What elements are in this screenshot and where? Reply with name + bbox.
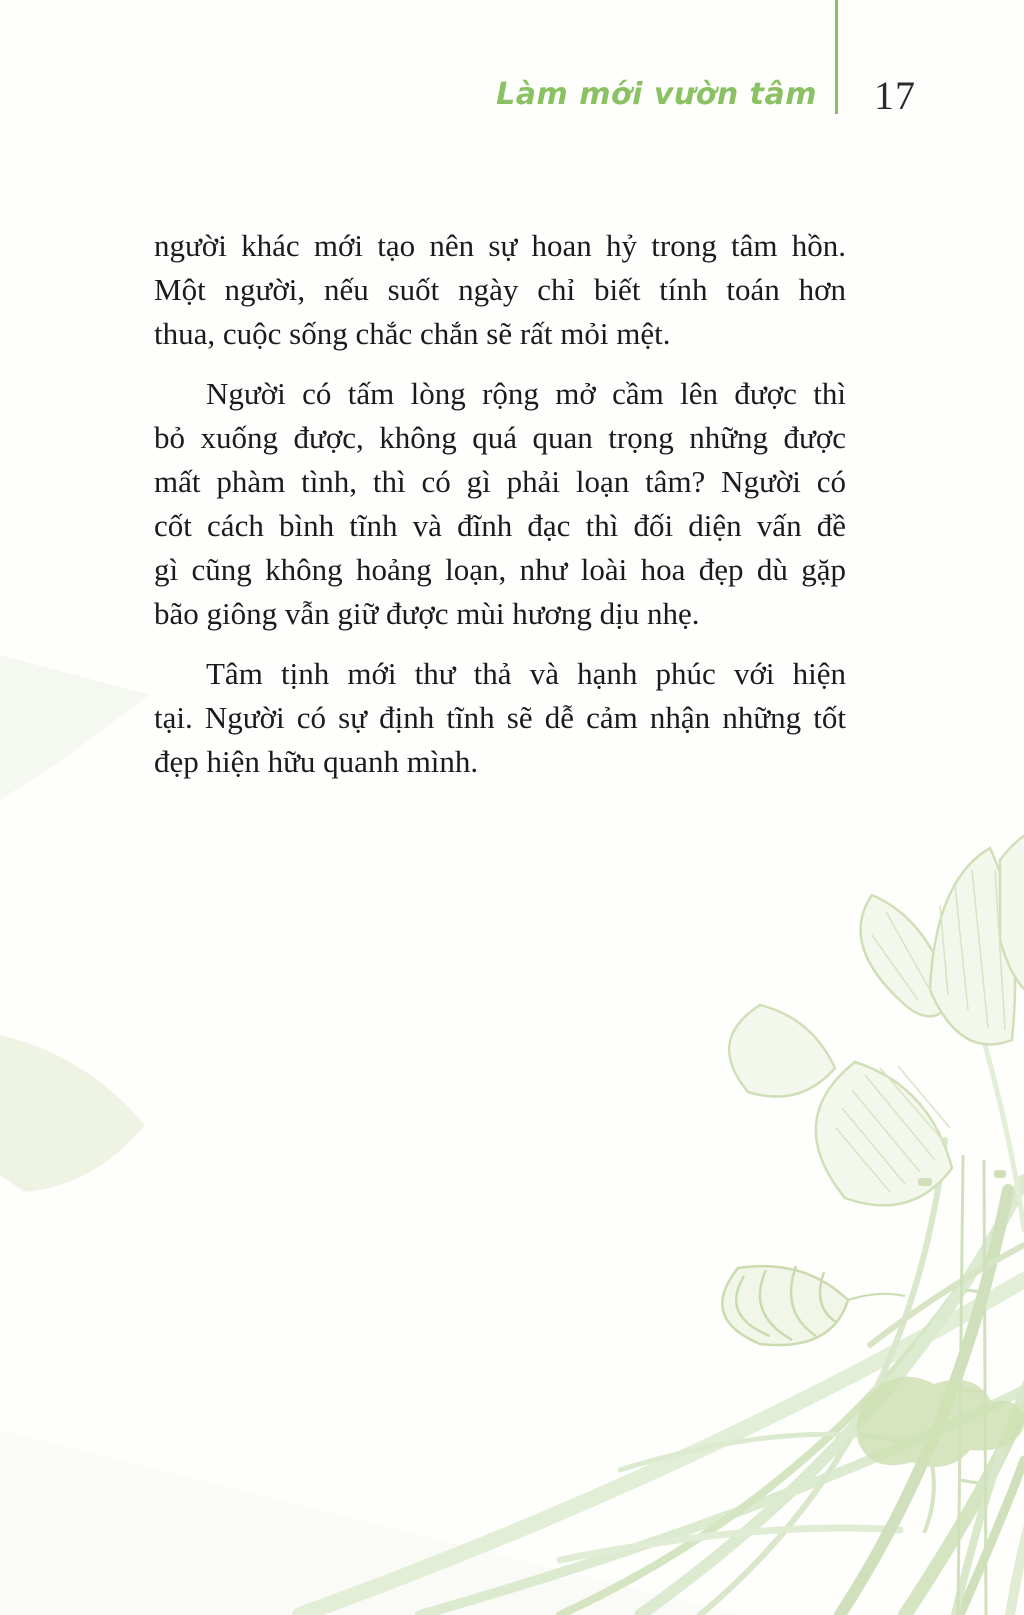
text-line: người khác mới tạo nên sự hoan hỷ trong tâm hồn. [154,228,846,263]
text-line: mất phàm tình, thì có gì phải loạn tâm? Người có [154,464,846,499]
text-line: bão giông vẫn giữ được mùi hương dịu nhẹ. [154,596,700,631]
page-number: 17 [874,73,916,118]
butterfly-blob-icon [857,1377,1024,1533]
page-header [0,0,1024,125]
lotus-flower-sketch-icon [729,828,1024,1615]
grass-blades-icon [300,960,1024,1615]
text-line: đẹp hiện hữu quanh mình. [154,744,479,779]
text-line: gì cũng không hoảng loạn, như loài hoa đẹp dù gặp [154,552,846,587]
text-line: cốt cách bình tĩnh và đĩnh đạc thì đối diện vấn đề [154,508,846,543]
header-divider-rule [835,0,838,114]
body-text [154,224,846,800]
text-line: bỏ xuống được, không quá quan trọng những được [154,420,846,455]
text-line: Tâm tịnh mới thư thả và hạnh phúc với hiện [206,656,846,691]
paragraph [154,224,846,356]
text-line: tại. Người có sự định tĩnh sẽ dễ cảm nhận những tốt [154,700,846,735]
text-line: thua, cuộc sống chắc chắn sẽ rất mỏi mệt. [154,316,671,351]
text-line: Một người, nếu suốt ngày chỉ biết tính toán hơn [154,272,846,307]
running-header-title: Làm mới vườn tâm [496,77,817,112]
paragraph [154,652,846,784]
paragraph [154,372,846,636]
seed-pod-icon [722,1266,905,1345]
text-line: Người có tấm lòng rộng mở cầm lên được thì [206,376,846,411]
